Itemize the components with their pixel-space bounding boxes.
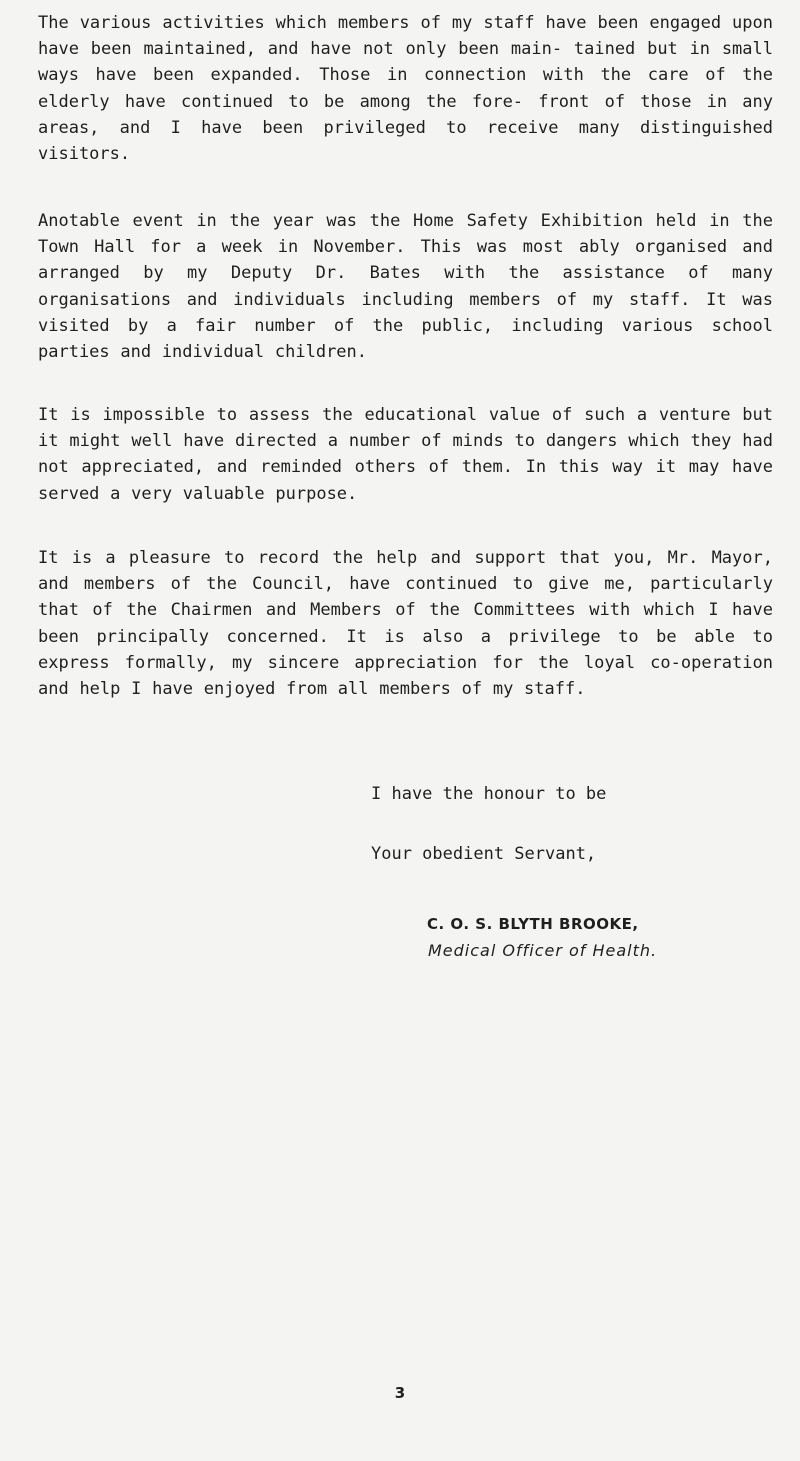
paragraph-educational-value: It is impossible to assess the educational value of such a venture but it might well have directed a number of minds to dangers which they had not appreciated, and reminded others of them. In this way it may have served a very valuable purpose. — [38, 405, 773, 504]
paragraph-acknowledgements: It is a pleasure to record the help and support that you, Mr. Mayor, and members of the Council, have continued to give me, particularly that of the Chairmen and Members of the Committees with which I have been principally concerned. It is also a privilege to be able to express formally, my sincere appreciation for the loyal co-operation and help I have enjoyed from all members of my staff. — [38, 548, 773, 700]
signatory-name: C. O. S. BLYTH BROOKE, — [427, 915, 639, 933]
paragraph-home-safety-exhibition: Anotable event in the year was the Home Safety Exhibition held in the Town Hall for a week in November. This was most ably organised and arranged by my Deputy Dr. Bates with the assistance of many organisations and individuals including members of my staff. It was visited by a fair number of the public, including various school parties and individual children. — [38, 211, 773, 363]
closing-honour-line: I have the honour to be — [371, 784, 607, 804]
page-number: 3 — [394, 1384, 406, 1402]
signatory-designation: Medical Officer of Health. — [428, 941, 658, 960]
closing-servant-line: Your obedient Servant, — [371, 844, 597, 864]
paragraph-staff-activities: The various activities which members of my staff have been engaged upon have been maintained, and have not only been main‑ tained but in small ways have been expanded. Those in connection with the care of the elderly have continued to be among the fore‑ front of those in any areas, and I have been privileged to receive many distinguished visitors. — [38, 13, 773, 165]
